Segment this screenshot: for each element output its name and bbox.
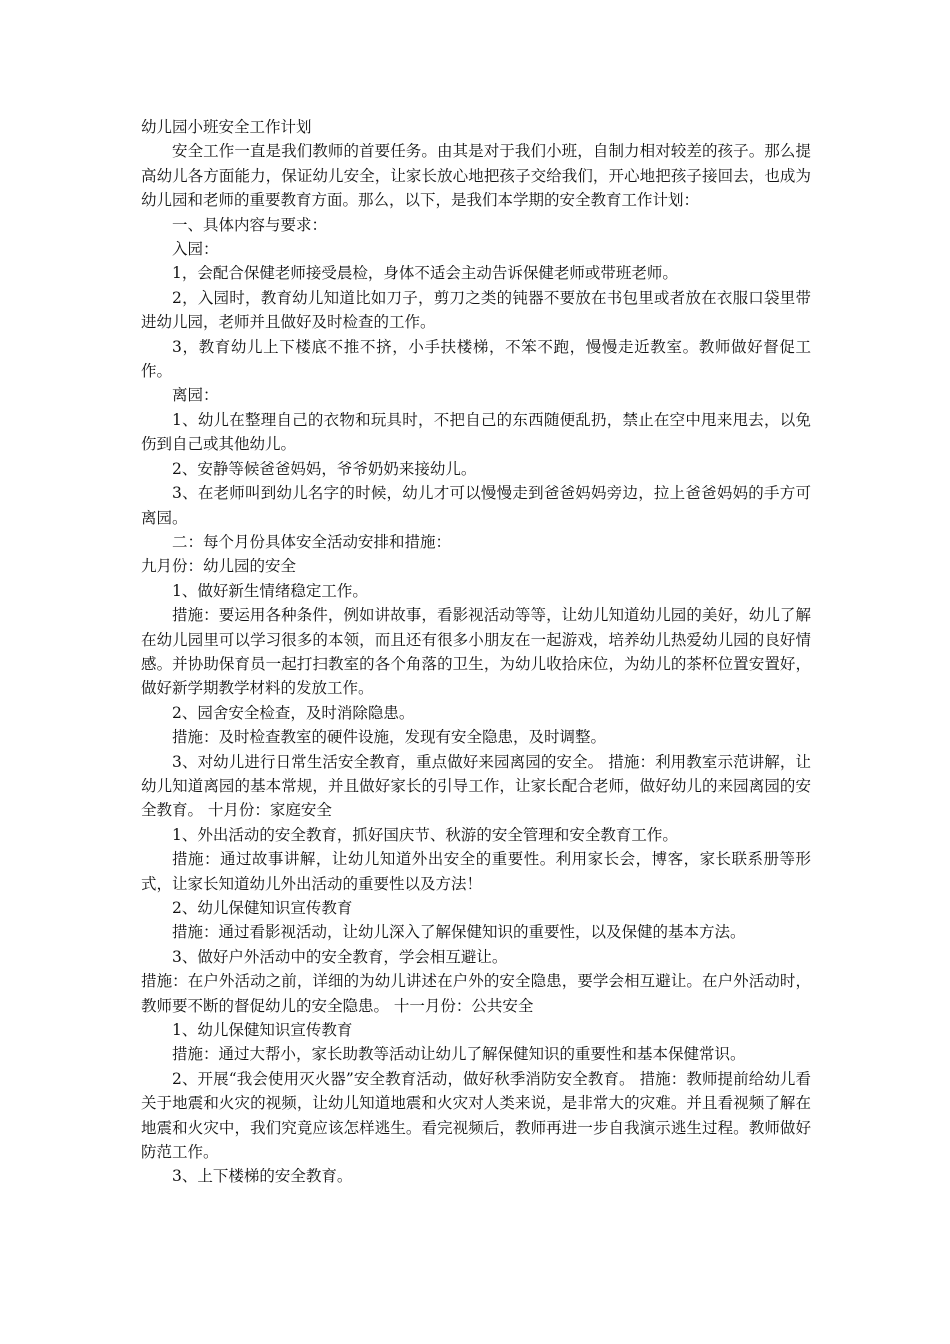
paragraph: 安全工作一直是我们教师的首要任务。由其是对于我们小班，自制力相对较差的孩子。那么提高幼儿各方面能力，保证幼儿安全，让家长放心地把孩子交给我们，开心地把孩子接回去，也成为幼儿园和老师的重要教育方面。那么，以下，是我们本学期的安全教育工作计划： <box>141 142 811 210</box>
paragraph: 3、做好户外活动中的安全教育，学会相互避让。 <box>172 947 508 966</box>
document-title: 幼儿园小班安全工作计划 <box>141 118 312 136</box>
paragraph: 3、上下楼梯的安全教育。 <box>172 1167 353 1186</box>
paragraph: 2，入园时，教育幼儿知道比如刀子，剪刀之类的钝器不要放在书包里或者放在衣服口袋里带进幼儿园，老师并且做好及时检查的工作。 <box>141 288 811 332</box>
paragraph: 1、幼儿保健知识宣传教育 <box>172 1021 353 1040</box>
paragraph: 1、外出活动的安全教育，抓好国庆节、秋游的安全管理和安全教育工作。 <box>172 825 678 844</box>
paragraph: 措施：通过看影视活动，让幼儿深入了解保健知识的重要性，以及保健的基本方法。 <box>172 923 746 942</box>
paragraph: 措施：通过大帮小，家长助教等活动让幼儿了解保健知识的重要性和基本保健常识。 <box>172 1045 746 1064</box>
paragraph: 1，会配合保健老师接受晨检，身体不适会主动告诉保健老师或带班老师。 <box>172 264 678 283</box>
paragraph: 3、在老师叫到幼儿名字的时候，幼儿才可以慢慢走到爸爸妈妈旁边，拉上爸爸妈妈的手方可离园。 <box>141 484 811 527</box>
paragraph: 3、对幼儿进行日常生活安全教育，重点做好来园离园的安全。 措施：利用教室示范讲解，让幼儿知道离园的基本常规，并且做好家长的引导工作，让家长配合老师，做好幼儿的来园离园的安全教育。 十月份：家庭安全 <box>141 752 811 820</box>
paragraph: 1、幼儿在整理自己的衣物和玩具时，不把自己的东西随便乱扔，禁止在空中甩来甩去，以免伤到自己或其他幼儿。 <box>141 410 811 454</box>
paragraph: 措施：在户外活动之前，详细的为幼儿讲述在户外的安全隐患，要学会相互避让。在户外活动时，教师要不断的督促幼儿的安全隐患。 十一月份：公共安全 <box>141 972 811 1015</box>
paragraph: 措施：及时检查教室的硬件设施，发现有安全隐患，及时调整。 <box>172 728 607 747</box>
paragraph: 九月份：幼儿园的安全 <box>141 557 297 576</box>
document-page <box>141 115 811 1189</box>
paragraph: 措施：要运用各种条件，例如讲故事，看影视活动等等，让幼儿知道幼儿园的美好，幼儿了解在幼儿园里可以学习很多的本领，而且还有很多小朋友在一起游戏，培养幼儿热爱幼儿园的良好情感。并协助保育员一起打扫教室的各个角落的卫生，为幼儿收拾床位，为幼儿的茶杯位置安置好，做好新学期教学材料的发放工作。 <box>141 606 811 698</box>
paragraph: 1、做好新生情绪稳定工作。 <box>172 581 368 600</box>
paragraph: 措施：通过故事讲解，让幼儿知道外出安全的重要性。利用家长会，博客，家长联系册等形式，让家长知道幼儿外出活动的重要性以及方法！ <box>141 850 811 893</box>
paragraph: 2、幼儿保健知识宣传教育 <box>172 899 353 917</box>
paragraph: 离园： <box>172 386 219 405</box>
document-body <box>141 139 811 1188</box>
paragraph: 入园： <box>172 240 219 259</box>
paragraph: 2、园舍安全检查，及时消除隐患。 <box>172 703 415 722</box>
paragraph: 二：每个月份具体安全活动安排和措施： <box>172 532 452 551</box>
paragraph: 2、安静等候爸爸妈妈，爷爷奶奶来接幼儿。 <box>172 459 477 478</box>
paragraph: 3，教育幼儿上下楼底不推不挤，小手扶楼梯，不笨不跑，慢慢走近教室。教师做好督促工作。 <box>141 337 811 381</box>
paragraph: 2、开展“我会使用灭火器”安全教育活动，做好秋季消防安全教育。 措施：教师提前给幼儿看关于地震和火灾的视频，让幼儿知道地震和火灾对人类来说，是非常大的灾难。并且看视频了解在地震和火灾中，我们究竟应该怎样逃生。看完视频后，教师再进一步自我演示逃生过程。教师做好防范工作。 <box>141 1069 811 1162</box>
paragraph: 一、具体内容与要求： <box>172 215 328 234</box>
